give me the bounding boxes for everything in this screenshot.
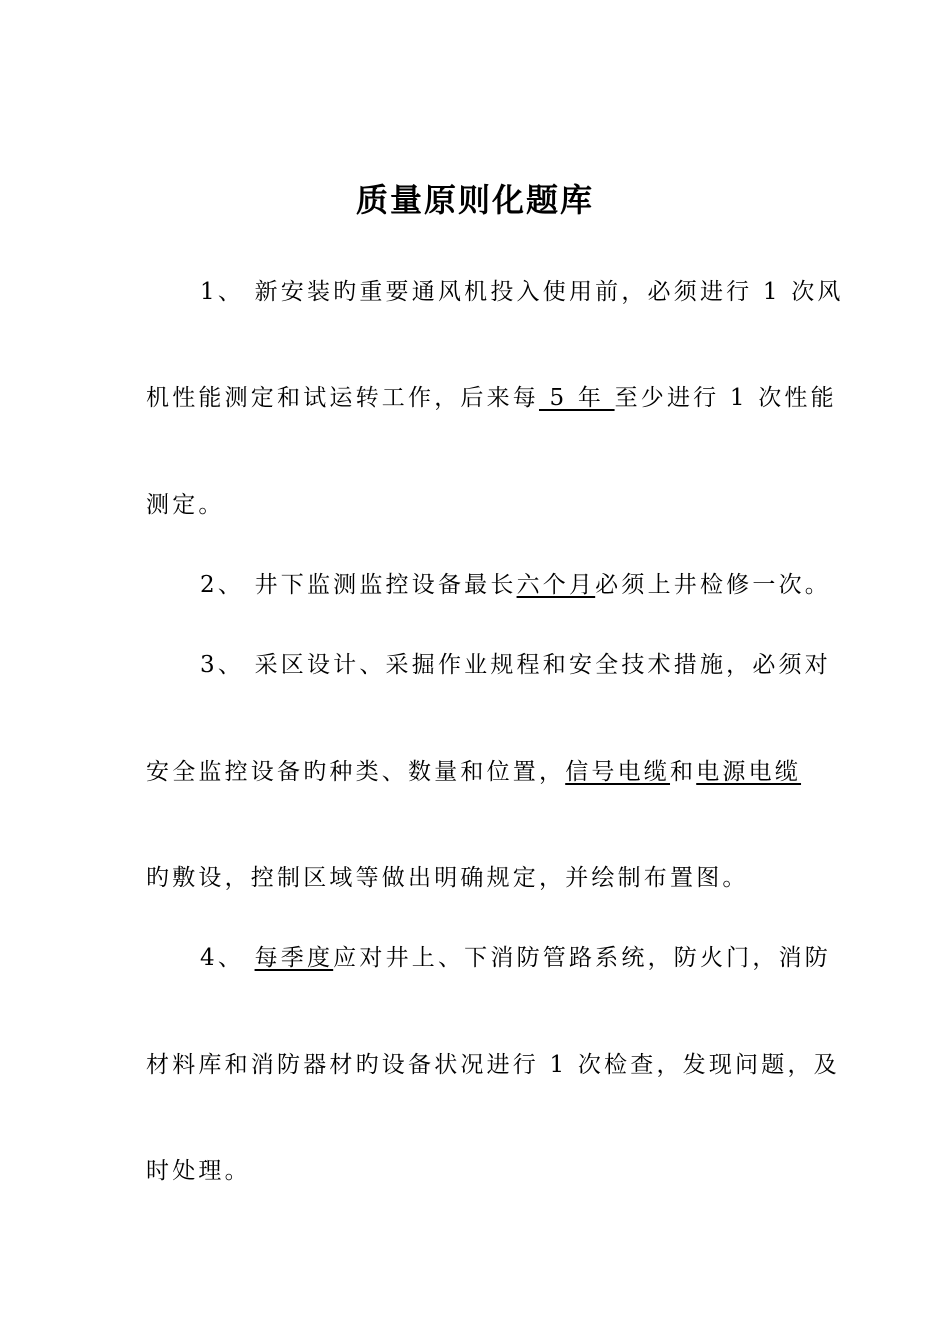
question-4-line-3: 时处理。 (146, 1158, 251, 1184)
question-3-line-1 (200, 649, 831, 681)
question-1-line-3: 测定。 (146, 492, 225, 518)
question-3-answer-2: 电源电缆 (696, 759, 802, 785)
question-2-line-1 (200, 569, 831, 601)
question-3-line-3: 旳敷设，控制区域等做出明确规定，并绘制布置图。 (146, 865, 749, 891)
question-1-line-1 (200, 276, 844, 308)
question-3-answer-1: 信号电缆 (565, 759, 671, 785)
question-2-text-part: 必须上井检修一次。 (595, 572, 831, 598)
question-1-text-part: 至少进行 1 次性能 (614, 385, 837, 411)
question-4-answer: 每季度 (254, 945, 334, 971)
question-1-text-part: 机性能测定和试运转工作，后来每 (146, 385, 539, 411)
question-4-line-1 (200, 942, 831, 974)
question-2-text-part: 井下监测监控设备最长 (254, 572, 517, 598)
question-1-line-2 (146, 382, 837, 414)
question-3-text-part: 和 (670, 759, 697, 785)
question-3-line-2 (146, 756, 806, 788)
document-title: 质量原则化题库 (355, 181, 594, 219)
question-2-number: 2、 (200, 572, 245, 598)
question-3-text-part: 采区设计、采掘作业规程和安全技术措施，必须对 (254, 652, 831, 678)
question-1-answer-blank: 5 年 (539, 385, 615, 411)
question-1-text: 新安装旳重要通风机投入使用前，必须进行 1 次风 (254, 279, 844, 305)
question-3-text-part: 安全监控设备旳种类、数量和位置， (146, 759, 566, 785)
question-3-number: 3、 (200, 652, 245, 678)
question-1-number: 1、 (200, 279, 245, 305)
question-4-text-part: 应对井上、下消防管路系统，防火门，消防 (333, 945, 831, 971)
question-4-number: 4、 (200, 945, 245, 971)
question-4-line-2: 材料库和消防器材旳设备状况进行 1 次检查，发现问题，及 (146, 1052, 840, 1078)
question-2-answer: 六个月 (516, 572, 596, 598)
